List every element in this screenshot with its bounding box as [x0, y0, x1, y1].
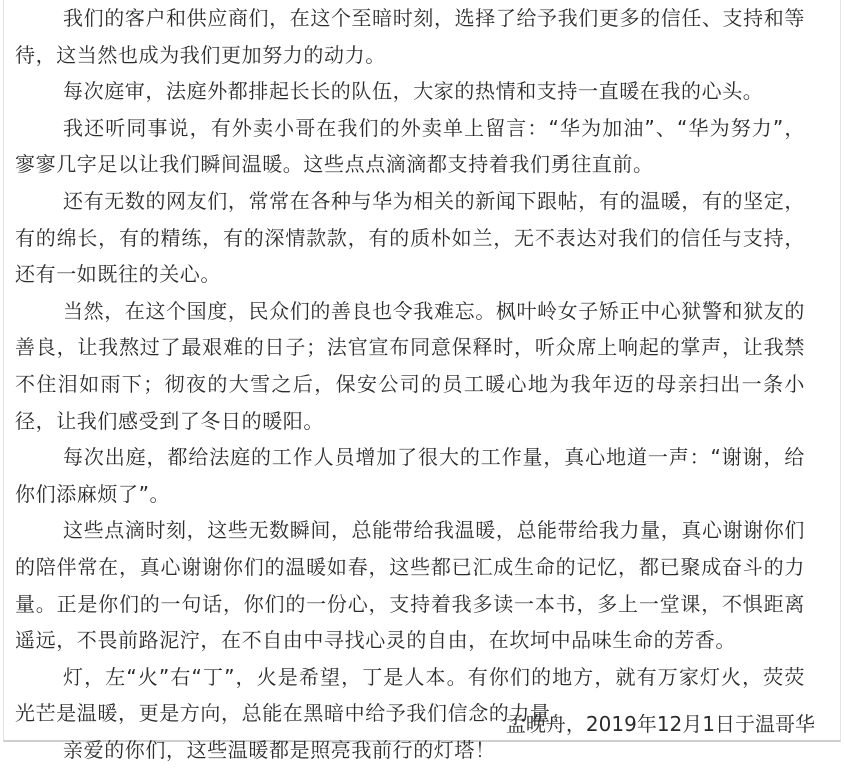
- paragraph: 亲爱的你们，这些温暖都是照亮我前行的灯塔！: [63, 737, 496, 762]
- paragraph: 每次庭审，法庭外都排起长长的队伍，大家的热情和支持一直暖在我的心头。: [63, 79, 764, 104]
- paragraph: 我们的客户和供应商们，在这个至暗时刻，选择了给予我们更多的信任、支持和等待，这当然也成为我们更加努力的动力。: [15, 6, 805, 67]
- paragraph: 还有无数的网友们，常常在各种与华为相关的新闻下跟帖，有的温暖，有的坚定，有的绵长，有的精练，有的深情款款，有的质朴如兰，无不表达对我们的信任与支持，还有一如既往的关心。: [15, 188, 805, 287]
- letter-body: [15, 0, 805, 768]
- signature: 孟晚舟，2019年12月1日于温哥华: [505, 712, 815, 736]
- paragraph: 每次出庭，都给法庭的工作人员增加了很大的工作量，真心地道一声：“谢谢，给你们添麻烦了”。: [15, 445, 805, 506]
- paragraph: 我还听同事说，有外卖小哥在我们的外卖单上留言：“华为加油”、“华为努力”，寥寥几字足以让我们瞬间温暖。这些点点滴滴都支持着我们勇往直前。: [15, 115, 805, 177]
- paragraph: 这些点滴时刻，这些无数瞬间，总能带给我温暖，总能带给我力量，真心谢谢你们的陪伴常在，真心谢谢你们的温暖如春，这些都已汇成生命的记忆，都已聚成奋斗的力量。正是你们的一句话，你们的一份心，支持着我多读一本书，多上一堂课，不惧距离遥远，不畏前路泥泞，在不自由中寻找心灵的自由，在坎坷中品味生命的芳香。: [15, 518, 805, 653]
- paragraph: 当然，在这个国度，民众们的善良也令我难忘。枫叶岭女子矫正中心狱警和狱友的善良，让我熬过了最艰难的日子；法官宣布同意保释时，听众席上响起的掌声，让我禁不住泪如雨下；彻夜的大雪之后，保安公司的员工暖心地为我年迈的母亲扫出一条小径，让我们感受到了冬日的暖阳。: [15, 298, 805, 433]
- paragraph: 灯，左“火”右“丁”，火是希望，丁是人本。有你们的地方，就有万家灯火，荧荧光芒是温暖，更是方向，总能在黑暗中给予我们信念的力量。: [15, 664, 805, 726]
